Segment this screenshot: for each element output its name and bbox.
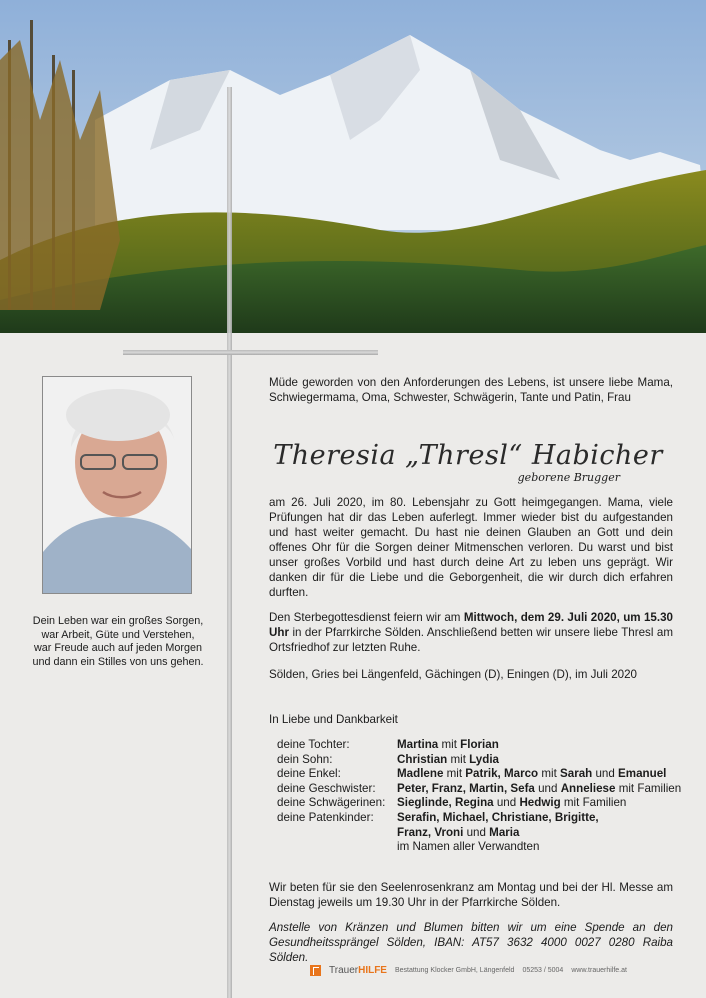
funeral-date: Mittwoch, dem 29. Juli 2020, um 15.30 Uhr bbox=[269, 611, 673, 639]
relative-name-part: Martina bbox=[397, 738, 439, 751]
relative-name-part: Madlene bbox=[397, 767, 444, 781]
funeral-pre: Den Sterbegottesdienst feiern wir am bbox=[269, 611, 464, 624]
main-text: am 26. Juli 2020, im 80. Lebensjahr zu Gott heimgegangen. Mama, viele Prüfungen hat dir das Leben auferlegt. Immer wieder bist du aufgestanden und hast weiter gemacht. Du hast nie deinen Glauben an Gott und dein offenes Ohr für die Sorgen deiner Mitmenschen verloren. Du warst und bist unser großes Vorbild und hast durch deine Art zu leben uns geprägt. Wir danken dir für die Liebe und die Geborgenheit, die wir durch dich erfahren durften. bbox=[269, 496, 673, 599]
relative-name-part: mit bbox=[443, 767, 466, 781]
trauerhilfe-logo-icon bbox=[310, 965, 321, 976]
relative-label: deine Schwägerinen: bbox=[277, 796, 386, 810]
funeral-text bbox=[269, 610, 673, 655]
donation-text: Anstelle von Kränzen und Blumen bitten wir um eine Spende an den Gesundheitssprängel Sölden, IBAN: AT57 3632 4000 0027 0280 Raiba Sölden. bbox=[269, 921, 673, 964]
phone-number: 05253 / 5004 bbox=[522, 967, 564, 974]
relative-name-part: Peter, Franz, Martin, Sefa bbox=[397, 781, 535, 795]
relatives-list bbox=[277, 738, 681, 855]
relative-names bbox=[397, 840, 539, 855]
verse-line: war Arbeit, Güte und Verstehen, bbox=[41, 628, 195, 641]
relative-names bbox=[397, 767, 666, 782]
relative-name-part: und bbox=[463, 825, 490, 839]
brand-name bbox=[329, 965, 387, 976]
relative-name-part: Florian bbox=[460, 738, 499, 751]
relative-names bbox=[397, 826, 519, 841]
cross-vertical bbox=[227, 87, 232, 998]
relative-name-part: Lydia bbox=[469, 752, 500, 766]
relative-name-part: Emanuel bbox=[618, 767, 667, 781]
in-love-text: In Liebe und Dankbarkeit bbox=[269, 713, 398, 726]
brand-part-a: Trauer bbox=[329, 965, 359, 976]
relative-name-part: Christian bbox=[397, 752, 448, 766]
relative-row bbox=[277, 796, 681, 811]
relative-name-part: Anneliese bbox=[560, 781, 616, 795]
relative-name-part: mit bbox=[538, 767, 561, 781]
relative-name-part: mit Familien bbox=[615, 781, 682, 795]
relative-name-part: Maria bbox=[489, 825, 520, 839]
relative-label: deine Geschwister: bbox=[277, 781, 376, 795]
relative-name-part: Sieglinde, Regina bbox=[397, 796, 494, 810]
relative-name-part: und bbox=[592, 767, 619, 781]
relative-row bbox=[277, 767, 681, 782]
website-link[interactable]: www.trauerhilfe.at bbox=[571, 967, 627, 974]
intro-text: Müde geworden von den Anforderungen des Lebens, ist unsere liebe Mama, Schwiegermama, Oma, Schwester, Schwägerin, Tante und Patin, Frau bbox=[269, 376, 673, 404]
relative-names bbox=[397, 753, 499, 768]
maiden-name: geborene Brugger bbox=[517, 471, 620, 484]
footer bbox=[310, 965, 627, 976]
relative-row bbox=[277, 782, 681, 797]
relative-names bbox=[397, 811, 599, 826]
funeral-post: in der Pfarrkirche Sölden. Anschließend betten wir unsere liebe Thresl am Ortsfriedhof zur letzten Ruhe. bbox=[269, 626, 673, 654]
verse-line: Dein Leben war ein großes Sorgen, bbox=[32, 615, 204, 627]
verse-line: und dann ein Stilles von uns gehen. bbox=[32, 655, 204, 668]
relative-row bbox=[277, 840, 681, 855]
relative-label: deine Patenkinder: bbox=[277, 810, 374, 824]
company-name: Bestattung Klocker GmbH, Längenfeld bbox=[394, 967, 515, 974]
cross-horizontal bbox=[123, 350, 378, 355]
memorial-verse bbox=[22, 615, 214, 669]
relative-row bbox=[277, 811, 681, 826]
portrait-photo bbox=[42, 376, 192, 594]
relative-row bbox=[277, 753, 681, 768]
relative-label bbox=[277, 826, 397, 841]
relative-label: deine Enkel: bbox=[277, 767, 341, 781]
relative-name-part: Hedwig bbox=[519, 796, 561, 810]
relative-name-part: mit bbox=[438, 738, 461, 751]
relative-label: dein Sohn: bbox=[277, 752, 333, 766]
relative-name-part: mit Familien bbox=[560, 796, 627, 810]
relative-name-part: und bbox=[534, 781, 561, 795]
relative-names bbox=[397, 782, 681, 797]
relative-name-part: Franz, Vroni bbox=[397, 825, 464, 839]
places-date: Sölden, Gries bei Längenfeld, Gächingen (D), Eningen (D), im Juli 2020 bbox=[269, 668, 637, 681]
relative-name-part: Patrik, Marco bbox=[465, 767, 539, 781]
rosary-text: Wir beten für sie den Seelenrosenkranz am Montag und bei der Hl. Messe am Dienstag jeweils um 19.30 Uhr in der Pfarrkirche Sölden. bbox=[269, 881, 673, 909]
relative-label bbox=[277, 840, 397, 855]
mountain-landscape-image bbox=[0, 0, 706, 333]
relative-names bbox=[397, 796, 626, 811]
relative-name-part: mit bbox=[447, 752, 470, 766]
relative-name-part: Serafin, Michael, Christiane, Brigitte, bbox=[397, 810, 599, 824]
relative-names bbox=[397, 738, 499, 753]
relative-row bbox=[277, 826, 681, 841]
relative-label: deine Tochter: bbox=[277, 738, 350, 751]
relative-name-part: im Namen aller Verwandten bbox=[397, 840, 540, 854]
relative-row bbox=[277, 738, 681, 753]
brand-part-b: HILFE bbox=[358, 965, 387, 976]
deceased-name: Theresia „Thresl“ Habicher bbox=[273, 440, 663, 471]
relative-name-part: Sarah bbox=[560, 767, 593, 781]
relative-name-part: und bbox=[493, 796, 520, 810]
verse-line: war Freude auch auf jeden Morgen bbox=[33, 642, 203, 654]
